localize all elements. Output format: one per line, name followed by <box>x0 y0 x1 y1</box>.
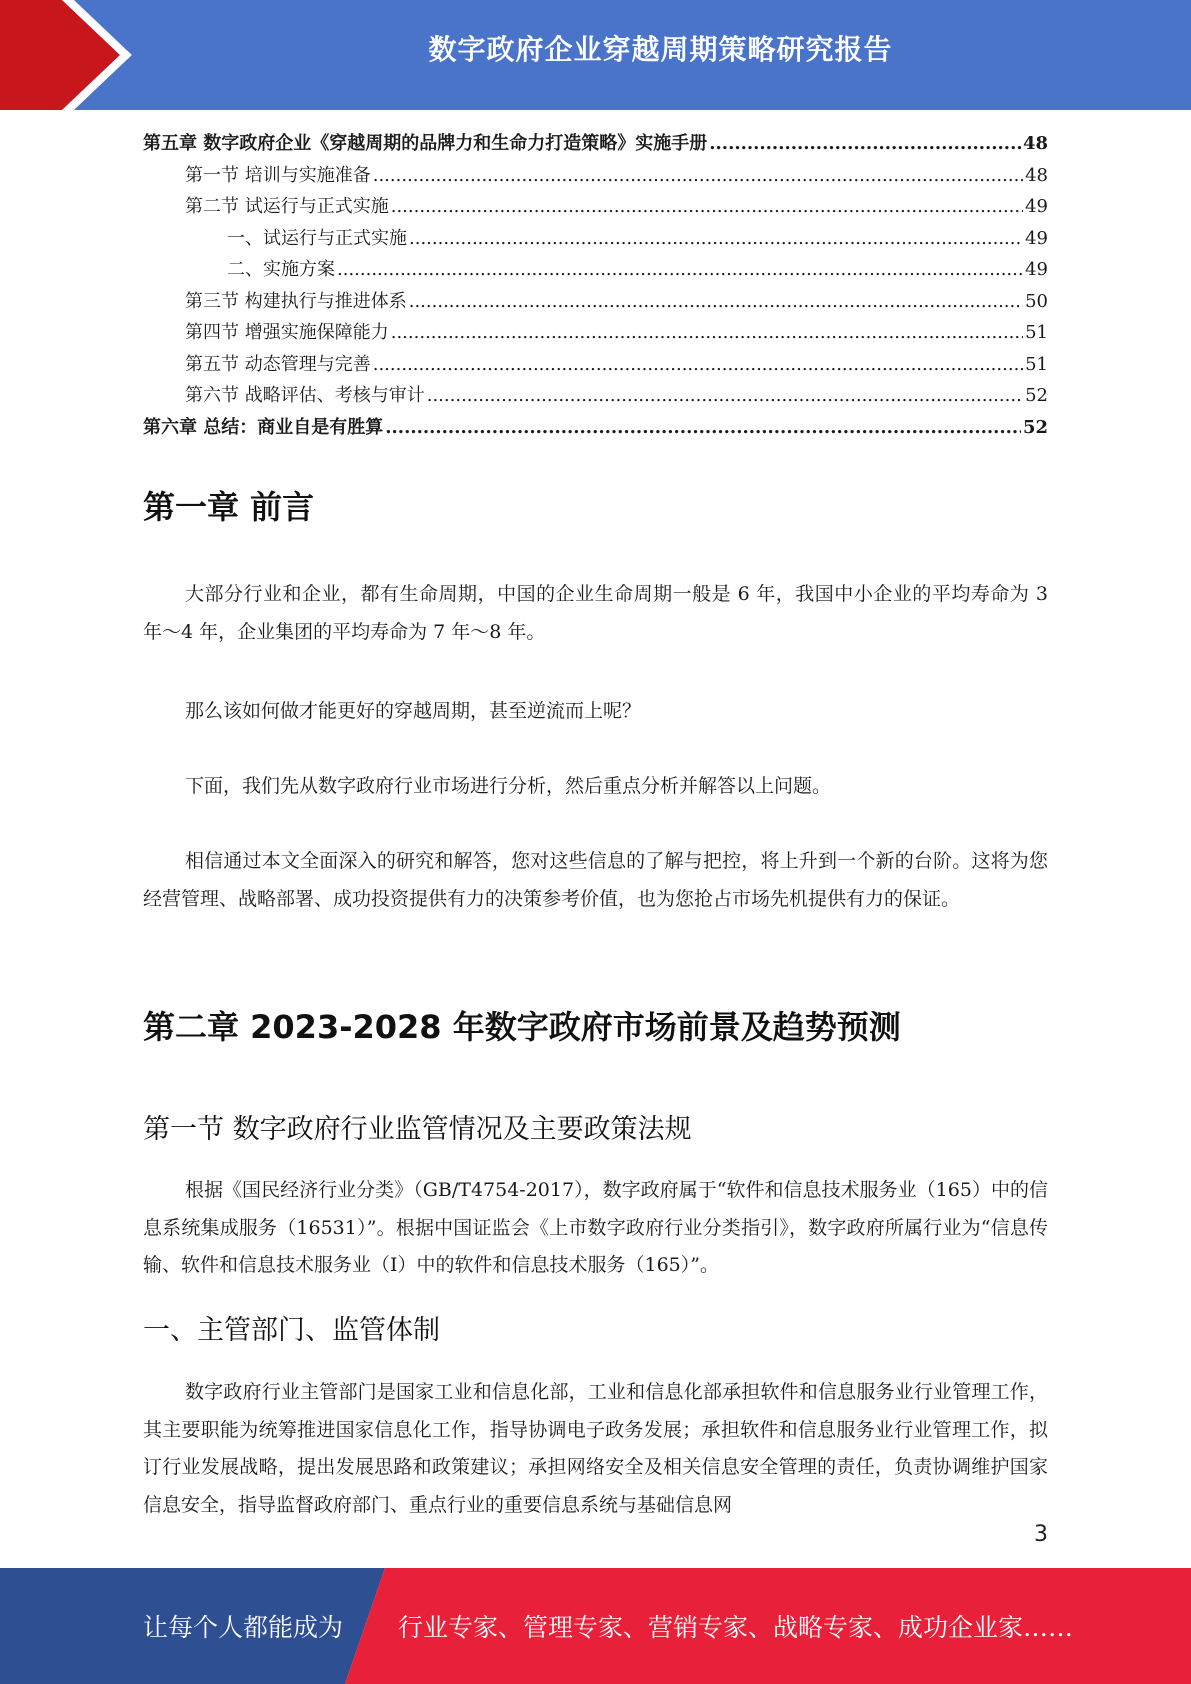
toc-leader-dots <box>427 380 1023 412</box>
header-banner <box>0 0 1191 110</box>
toc-leader-dots <box>391 317 1023 349</box>
toc-entry[interactable] <box>143 317 1048 349</box>
page-number: 3 <box>1034 1522 1048 1547</box>
paragraph: 相信通过本文全面深入的研究和解答，您对这些信息的了解与把控，将上升到一个新的台阶。这将为您经营管理、战略部署、成功投资提供有力的决策参考价值，也为您抢占市场先机提供有力的保证。 <box>143 850 1048 910</box>
toc-entry[interactable] <box>143 254 1048 286</box>
toc-entry-page: 49 <box>1025 227 1048 249</box>
toc-entry-page: 50 <box>1025 290 1048 312</box>
toc-leader-dots <box>385 412 1021 444</box>
subsection-heading: 一、主管部门、监管体制 <box>143 1315 440 1346</box>
toc-entry[interactable] <box>143 191 1048 223</box>
toc-entry-page: 51 <box>1025 353 1048 375</box>
toc-entry[interactable] <box>143 412 1048 444</box>
chapter-1-heading: 第一章 前言 <box>143 488 315 526</box>
toc-entry-page: 48 <box>1025 164 1048 186</box>
toc-entry[interactable] <box>143 223 1048 255</box>
footer-slogan-right: 行业专家、管理专家、营销专家、战略专家、成功企业家…… <box>398 1613 1074 1642</box>
paragraph: 下面，我们先从数字政府行业市场进行分析，然后重点分析并解答以上问题。 <box>185 775 832 797</box>
paragraph: 根据《国民经济行业分类》（GB/T4754-2017），数字政府属于“软件和信息技术服务业（165）中的信息系统集成服务（16531）”。根据中国证监会《上市数字政府行业分类指引》，数字政府所属行业为“信息传输、软件和信息技术服务业（I）中的软件和信息技术服务（165）”。 <box>143 1179 1048 1276</box>
paragraph: 大部分行业和企业，都有生命周期，中国的企业生命周期一般是 6 年，我国中小企业的平均寿命为 3 年～4 年，企业集团的平均寿命为 7 年～8 年。 <box>143 583 1048 643</box>
toc-leader-dots <box>373 349 1023 381</box>
toc-leader-dots <box>391 191 1023 223</box>
toc-entry-title: 第二节 试运行与正式实施 <box>185 196 389 217</box>
toc-entry[interactable] <box>143 380 1048 412</box>
toc-entry[interactable] <box>143 286 1048 318</box>
toc-entry-page: 52 <box>1022 416 1048 438</box>
toc-entry-page: 49 <box>1025 259 1048 280</box>
paragraph: 那么该如何做才能更好的穿越周期，甚至逆流而上呢？ <box>185 700 642 722</box>
toc-leader-dots <box>337 254 1023 286</box>
report-title: 数字政府企业穿越周期策略研究报告 <box>428 33 893 66</box>
paragraph: 数字政府行业主管部门是国家工业和信息化部，工业和信息化部承担软件和信息服务业行业管理工作，其主要职能为统筹推进国家信息化工作，指导协调电子政务发展；承担软件和信息服务业行业管理工作，拟订行业发展战略，提出发展思路和政策建议；承担网络安全及相关信息安全管理的责任，负责协调维护国家信息安全，指导监督政府部门、重点行业的重要信息系统与基础信息网 <box>143 1381 1048 1516</box>
toc-entry-title: 第六节 战略评估、考核与审计 <box>185 385 425 406</box>
footer-banner <box>0 1568 1191 1684</box>
toc-entry[interactable] <box>143 160 1048 192</box>
section-heading: 第一节 数字政府行业监管情况及主要政策法规 <box>143 1114 692 1145</box>
toc-entry-page: 51 <box>1025 322 1048 343</box>
toc-entry-title: 二、实施方案 <box>227 259 335 280</box>
table-of-contents <box>143 128 1048 443</box>
toc-entry-title: 第三节 构建执行与推进体系 <box>185 290 407 312</box>
toc-entry-page: 49 <box>1025 196 1048 217</box>
toc-entry-page: 48 <box>1022 133 1048 154</box>
toc-entry-page: 52 <box>1025 385 1048 406</box>
toc-entry-title: 第五节 动态管理与完善 <box>185 353 371 375</box>
chapter-2-heading: 第二章 2023-2028 年数字政府市场前景及趋势预测 <box>143 1008 901 1046</box>
toc-entry-title: 第五章 数字政府企业《穿越周期的品牌力和生命力打造策略》实施手册 <box>143 133 708 154</box>
toc-leader-dots <box>409 286 1023 318</box>
header-arrow-graphic <box>0 0 160 110</box>
toc-entry-title: 第六章 总结：商业自是有胜算 <box>143 416 384 438</box>
toc-leader-dots <box>409 223 1023 255</box>
footer-slogan-left: 让每个人都能成为 <box>143 1613 344 1642</box>
toc-entry-title: 第四节 增强实施保障能力 <box>185 322 389 343</box>
toc-entry[interactable] <box>143 349 1048 381</box>
toc-entry-title: 一、试运行与正式实施 <box>227 227 407 249</box>
toc-entry-title: 第一节 培训与实施准备 <box>185 164 371 186</box>
toc-leader-dots <box>709 128 1021 160</box>
toc-entry[interactable] <box>143 128 1048 160</box>
toc-leader-dots <box>373 160 1023 192</box>
